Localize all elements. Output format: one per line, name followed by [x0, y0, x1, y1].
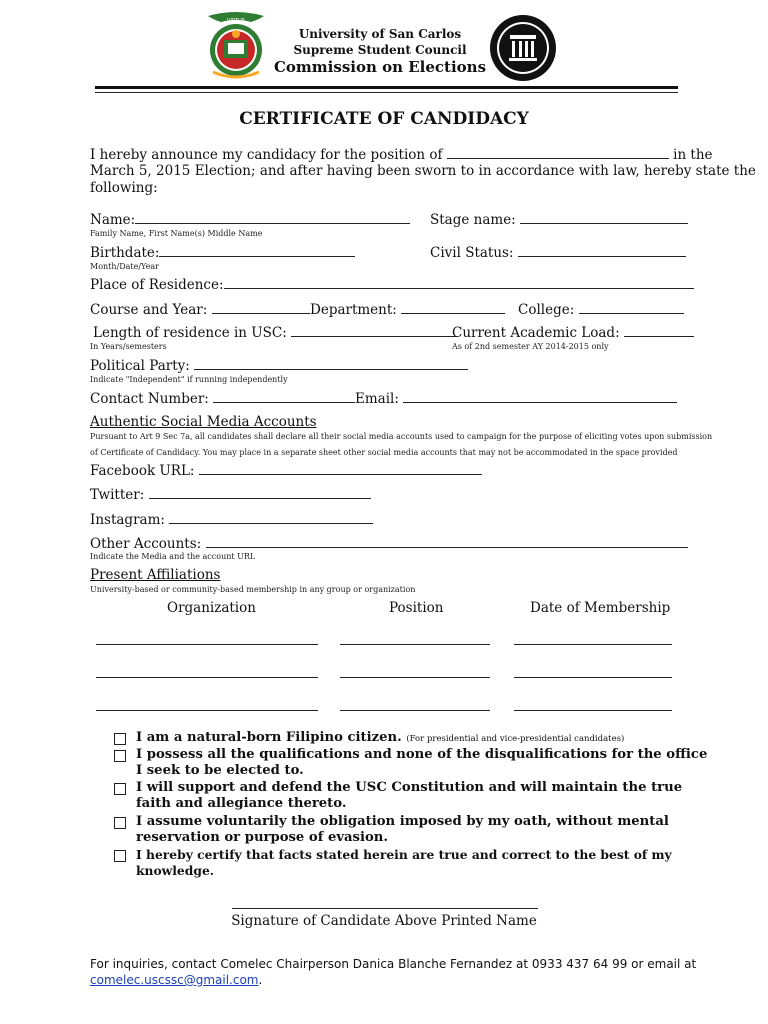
- intro-line-2: March 5, 2015 Election; and after having been sworn to in accordance with law, hereby state the: [90, 163, 756, 179]
- name-row: [90, 211, 410, 228]
- stage-name-label: Stage name:: [430, 212, 516, 228]
- other-accounts-row: [90, 535, 688, 552]
- residence-label: Place of Residence:: [90, 277, 224, 293]
- col-date-membership: Date of Membership: [530, 600, 671, 616]
- signature-label: Signature of Candidate Above Printed Name: [231, 913, 537, 929]
- civil-status-field[interactable]: [518, 244, 686, 257]
- party-hint: Indicate "Independent" if running independently: [90, 375, 288, 384]
- department-field[interactable]: [401, 301, 505, 314]
- checkbox-oath[interactable]: [114, 817, 126, 829]
- twitter-row: [90, 486, 371, 503]
- college-field[interactable]: [579, 301, 684, 314]
- contact-row: [90, 390, 355, 407]
- instagram-label: Instagram:: [90, 512, 165, 528]
- position-field-2[interactable]: [340, 677, 490, 678]
- declaration-1-text: I am a natural-born Filipino citizen.: [136, 730, 402, 745]
- instagram-field[interactable]: [169, 511, 373, 524]
- course-row: [90, 301, 310, 318]
- checkbox-constitution[interactable]: [114, 783, 126, 795]
- declaration-2-line-1: I possess all the qualifications and none of the disqualifications for the office: [136, 747, 708, 762]
- facebook-row: [90, 462, 482, 479]
- department-row: [310, 301, 505, 318]
- checkbox-certify[interactable]: [114, 850, 126, 862]
- position-field-1[interactable]: [340, 644, 490, 645]
- contact-label: Contact Number:: [90, 391, 209, 407]
- name-field[interactable]: [135, 211, 410, 224]
- twitter-field[interactable]: [149, 486, 371, 499]
- academic-load-label: Current Academic Load:: [452, 325, 620, 341]
- declaration-3-line-2: faith and allegiance thereto.: [136, 796, 347, 811]
- council-name: Supreme Student Council: [293, 43, 467, 57]
- checkbox-qualifications[interactable]: [114, 750, 126, 762]
- stage-name-row: [430, 211, 688, 228]
- other-accounts-field[interactable]: [206, 535, 688, 548]
- college-row: [518, 301, 684, 318]
- header-rule-thin: [95, 92, 678, 93]
- declaration-4-line-2: reservation or purpose of evasion.: [136, 830, 388, 845]
- header-rule-thick: [95, 86, 678, 89]
- org-field-3[interactable]: [96, 710, 318, 711]
- stage-name-field[interactable]: [520, 211, 688, 224]
- birthdate-hint: Month/Date/Year: [90, 262, 159, 271]
- affiliations-heading: Present Affiliations: [90, 567, 221, 583]
- date-field-3[interactable]: [514, 710, 672, 711]
- intro-text-b: in the: [673, 147, 713, 163]
- col-organization: Organization: [167, 600, 256, 616]
- date-field-2[interactable]: [514, 677, 672, 678]
- col-position: Position: [389, 600, 444, 616]
- intro-text-a: I hereby announce my candidacy for the position of: [90, 147, 443, 163]
- declaration-5-line-1: I hereby certify that facts stated herein are true and correct to the best of my: [136, 847, 672, 862]
- position-field-3[interactable]: [340, 710, 490, 711]
- declaration-constitution: [136, 780, 682, 812]
- footer-email-row: [90, 973, 262, 987]
- usc-seal-icon: [203, 10, 269, 80]
- footer-period: .: [258, 973, 263, 987]
- college-label: College:: [518, 302, 575, 318]
- academic-load-field[interactable]: [624, 324, 694, 337]
- other-accounts-label: Other Accounts:: [90, 536, 202, 552]
- birthdate-row: [90, 244, 355, 261]
- length-residence-field[interactable]: [291, 324, 457, 337]
- footer-inquiries: For inquiries, contact Comelec Chairperson Danica Blanche Fernandez at 0933 437 64 99 or email at: [90, 957, 697, 971]
- declaration-qualifications: [136, 747, 707, 779]
- footer-email-link[interactable]: comelec.uscssc@gmail.com: [90, 973, 259, 987]
- length-residence-label: Length of residence in USC:: [93, 325, 287, 341]
- residence-field[interactable]: [224, 276, 694, 289]
- course-field[interactable]: [212, 301, 310, 314]
- department-label: Department:: [310, 302, 397, 318]
- declaration-1-note: (For presidential and vice-presidential candidates): [406, 734, 625, 744]
- page-title: CERTIFICATE OF CANDIDACY: [239, 109, 529, 129]
- academic-load-row: [452, 324, 694, 341]
- social-heading: Authentic Social Media Accounts: [90, 414, 317, 430]
- email-row: [355, 390, 677, 407]
- facebook-field[interactable]: [199, 462, 482, 475]
- course-label: Course and Year:: [90, 302, 208, 318]
- party-label: Political Party:: [90, 358, 190, 374]
- commission-name: Commission on Elections: [273, 58, 487, 76]
- other-accounts-hint: Indicate the Media and the account URL: [90, 552, 256, 561]
- contact-field[interactable]: [213, 390, 355, 403]
- declaration-5-line-2: knowledge.: [136, 863, 215, 878]
- twitter-label: Twitter:: [90, 487, 145, 503]
- email-label: Email:: [355, 391, 399, 407]
- org-field-1[interactable]: [96, 644, 318, 645]
- name-hint: Family Name, First Name(s) Middle Name: [90, 229, 263, 238]
- name-label: Name:: [90, 212, 136, 228]
- birthdate-field[interactable]: [159, 244, 355, 257]
- comelec-seal-icon: [488, 13, 558, 83]
- civil-status-row: [430, 244, 686, 261]
- position-field[interactable]: [447, 146, 669, 159]
- org-field-2[interactable]: [96, 677, 318, 678]
- declaration-2-line-2: I seek to be elected to.: [136, 763, 304, 778]
- social-note-2: of Certificate of Candidacy. You may place in a separate sheet other social media accounts that may not be accommodated in the space provided: [90, 448, 678, 457]
- length-residence-row: [93, 324, 457, 341]
- signature-field[interactable]: [232, 908, 538, 909]
- residence-row: [90, 276, 694, 293]
- affiliations-note: University-based or community-based membership in any group or organization: [90, 585, 416, 594]
- birthdate-label: Birthdate:: [90, 245, 160, 261]
- university-name: University of San Carlos: [298, 27, 462, 41]
- party-row: [90, 357, 468, 374]
- intro-line-1: [90, 146, 713, 163]
- academic-load-hint: As of 2nd semester AY 2014-2015 only: [452, 342, 609, 351]
- length-residence-hint: In Years/semesters: [90, 342, 167, 351]
- date-field-1[interactable]: [514, 644, 672, 645]
- declaration-3-line-1: I will support and defend the USC Constitution and will maintain the true: [136, 780, 683, 795]
- party-field[interactable]: [194, 357, 468, 370]
- declaration-natural-born: [136, 730, 624, 747]
- intro-line-3: following:: [90, 180, 158, 196]
- declaration-certify: [136, 847, 672, 879]
- social-note-1: Pursuant to Art 9 Sec 7a, all candidates shall declare all their social media accounts used to campaign for the purpose of eliciting votes upon submission: [90, 432, 713, 441]
- svg-text:VIRTUS: VIRTUS: [227, 18, 245, 24]
- declaration-oath: [136, 814, 669, 846]
- facebook-label: Facebook URL:: [90, 463, 195, 479]
- email-field[interactable]: [403, 390, 677, 403]
- declaration-4-line-1: I assume voluntarily the obligation imposed by my oath, without mental: [136, 814, 669, 829]
- civil-status-label: Civil Status:: [430, 245, 514, 261]
- checkbox-natural-born[interactable]: [114, 733, 126, 745]
- instagram-row: [90, 511, 373, 528]
